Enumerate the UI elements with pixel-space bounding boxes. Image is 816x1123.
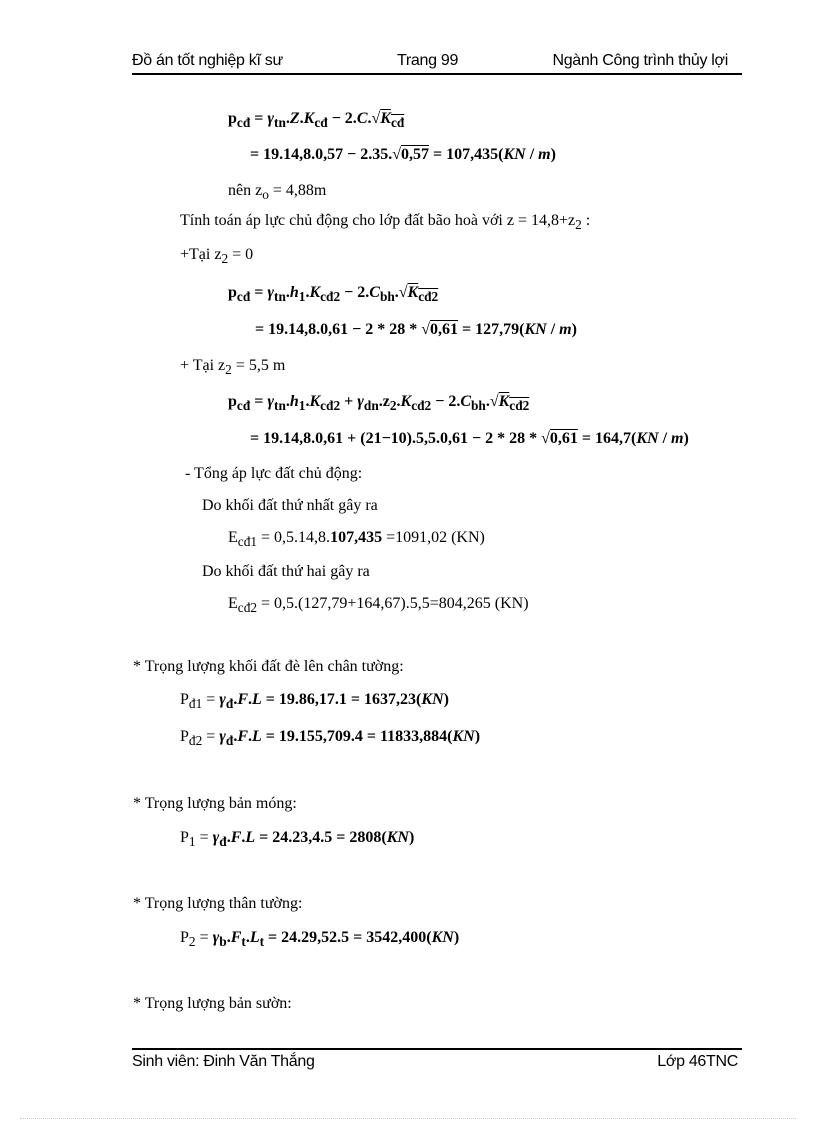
page-bottom-border <box>20 1118 796 1119</box>
text-line: - Tổng áp lực đất chủ động: <box>185 465 363 482</box>
equation-line: = 19.14,8.0,61 + (21−10).5,5.0,61 − 2 * 28 * √0,61 = 164,7(KN / m) <box>250 430 689 447</box>
text-line: Do khối đất thứ nhất gây ra <box>202 497 378 514</box>
equation-line: $P_2 = \gamma_b.F_t.L_t = 24.29,52.5 = 3542,400(KN)$ <box>180 929 460 950</box>
text-line: nên $z_o = 4,88m$ <box>228 182 327 203</box>
equation-line: $p_{cđ} = \gamma_{tn}.h_1.K_{cđ2} + \gamma_{dn}.z_2.K_{cđ2} - 2.C_{bh}.√K_{cđ2}$ <box>228 393 530 414</box>
header-department: Ngành Công trình thủy lợi <box>552 52 728 69</box>
footer-class: Lớp 46TNC <box>657 1053 738 1070</box>
equation-line: $p_{cđ} = \gamma_{tn}.h_1.K_{cđ2} - 2.C_{bh}.√K_{cđ2}$ <box>228 284 439 305</box>
text-line: Do khối đất thứ hai gây ra <box>202 563 370 580</box>
text-line: * Trọng lượng khối đất đè lên chân tường: <box>133 658 404 675</box>
equation-line: = 19.14,8.0,57 − 2.35.√0,57 = 107,435(KN / m) <box>250 146 556 163</box>
page-footer <box>132 1053 742 1075</box>
text-line: * Trọng lượng bản sườn: <box>133 995 292 1012</box>
equation-line: $P_{đ2} = \gamma_đ.F.L = 19.155,709.4 = 11833,884(KN)$ <box>180 728 481 749</box>
equation-line: $P_{đ1} = \gamma_đ.F.L = 19.86,17.1 = 1637,23(KN)$ <box>180 691 449 712</box>
text-line: $E_{cđ1} = 0,5.14,8.107,435 =1091,02$ (KN) <box>228 529 485 550</box>
text-line: Tính toán áp lực chủ động cho lớp đất bão hoà với $z = 14,8+z_2$ : <box>180 212 591 233</box>
equation-line: $p_{cđ} = \gamma_{tn}.Z.K_{cđ} - 2.C.√K_{cđ}$ <box>228 110 405 131</box>
equation-line: $P_1 = \gamma_đ.F.L = 24.23,4.5 = 2808(KN)$ <box>180 829 415 850</box>
text-line: * Trọng lượng bản móng: <box>133 795 297 812</box>
header-rule <box>132 73 742 75</box>
page-header <box>132 52 742 74</box>
footer-rule <box>132 1048 742 1050</box>
equation-line: = 19.14,8.0,61 − 2 * 28 * √0,61 = 127,79(KN / m) <box>255 321 577 338</box>
text-line: $E_{cđ2} = 0,5.(127,79+164,67).5,5=804,265$ (KN) <box>228 595 529 616</box>
text-line: * Trọng lượng thân tường: <box>133 895 303 912</box>
header-document-title: Đồ án tốt nghiệp kĩ sư <box>132 52 283 69</box>
footer-student-name: Sinh viên: Đinh Văn Thắng <box>132 1053 315 1070</box>
header-page-number: Trang 99 <box>397 52 459 69</box>
text-line: +Tại $z_2 = 0$ <box>180 246 254 267</box>
text-line: + Tại $z_2 = 5,5$ m <box>180 357 286 378</box>
